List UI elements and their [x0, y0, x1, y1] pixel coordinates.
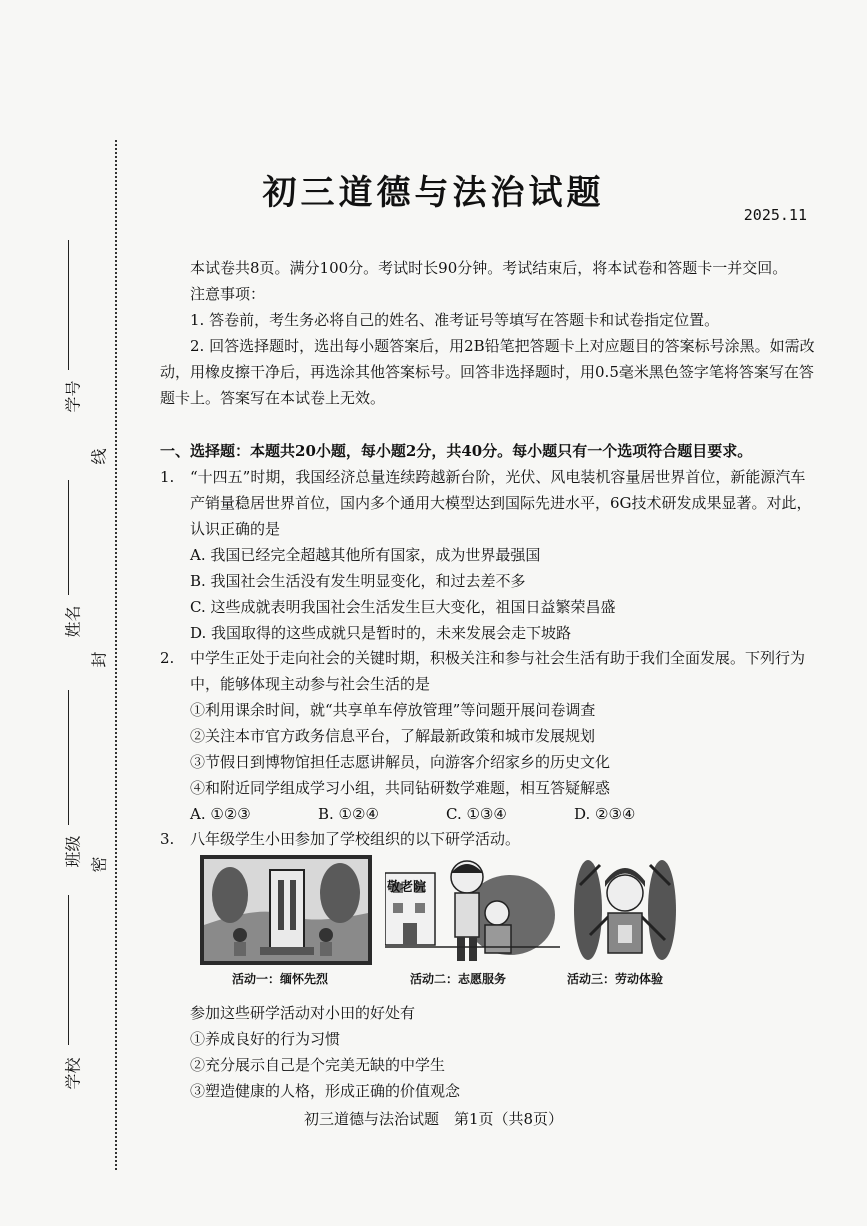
instructions: [160, 255, 820, 411]
nursing-home-sign: 敬老院: [387, 880, 427, 895]
activity-3-caption: 活动三：劳动体验: [567, 972, 664, 986]
illustration-memorial: [200, 855, 372, 965]
option-a[interactable]: A. ①②③: [190, 805, 251, 823]
student-id-field-line[interactable]: [68, 240, 69, 370]
option-d[interactable]: D. ②③④: [574, 805, 636, 823]
activity-2-caption: 活动二：志愿服务: [410, 972, 507, 986]
question-2: [160, 645, 820, 827]
question-stem: 中学生正处于走向社会的关键时期，积极关注和参与社会生活有助于我们全面发展。下列行为中，能够体现主动参与社会生活的是: [190, 649, 806, 693]
page-title: 初三道德与法治试题: [262, 173, 605, 213]
question-stem: 八年级学生小田参加了学校组织的以下研学活动。: [190, 830, 521, 848]
question-number: 2.: [160, 649, 175, 667]
question-prompt: 参加这些研学活动对小田的好处有: [190, 1004, 416, 1022]
statement-4: ④和附近同学组成学习小组，共同钻研数学难题，相互答疑解惑: [190, 779, 611, 797]
student-id-label: 学号: [63, 380, 83, 413]
activity-1-caption: 活动一：缅怀先烈: [232, 972, 329, 986]
school-label: 学校: [63, 1057, 83, 1090]
option-d[interactable]: D. 我国取得的这些成就只是暂时的，未来发展会走下坡路: [190, 624, 572, 642]
question-number: 3.: [160, 830, 175, 848]
binding-mark-secret: 密: [89, 856, 109, 873]
binding-dashed-line: [115, 140, 117, 1170]
statement-3: ③塑造健康的人格，形成正确的价值观念: [190, 1082, 461, 1100]
notice-item-1: 1. 答卷前，考生务必将自己的姓名、准考证号等填写在答题卡和试卷指定位置。: [190, 311, 720, 329]
school-field-line[interactable]: [68, 895, 69, 1045]
option-c[interactable]: C. ①③④: [446, 805, 507, 823]
answer-options: [190, 801, 820, 827]
question-number: 1.: [160, 468, 175, 486]
illustration-labor: [570, 855, 680, 965]
option-a[interactable]: A. 我国已经完全超越其他所有国家，成为世界最强国: [190, 546, 541, 564]
statement-3: ③节假日到博物馆担任志愿讲解员，向游客介绍家乡的历史文化: [190, 753, 611, 771]
statement-1: ①利用课余时间，就“共享单车停放管理”等问题开展问卷调查: [190, 701, 596, 719]
option-b[interactable]: B. ①②④: [318, 805, 379, 823]
instructions-line: 本试卷共8页。满分100分。考试时长90分钟。考试结束后，将本试卷和答题卡一并交回。: [190, 259, 788, 277]
option-c[interactable]: C. 这些成就表明我国社会生活发生巨大变化，祖国日益繁荣昌盛: [190, 598, 616, 616]
class-label: 班级: [63, 835, 83, 868]
question-3-continued: [160, 1000, 820, 1104]
binding-mark-line: 线: [89, 448, 109, 465]
question-stem: “十四五”时期，我国经济总量连续跨越新台阶，光伏、风电装机容量居世界首位，新能源汽车产销量稳居世界首位，国内多个通用大模型达到国际先进水平，6G技术研发成果显著。对此，认识正确的是: [190, 468, 812, 538]
question-3: [160, 826, 820, 852]
exam-date: 2025.11: [743, 206, 807, 224]
illustration-volunteer: [385, 855, 560, 965]
statement-2: ②关注本市官方政务信息平台，了解最新政策和城市发展规划: [190, 727, 596, 745]
binding-mark-seal: 封: [89, 651, 109, 668]
page-footer: 初三道德与法治试题 第1页（共8页）: [303, 1110, 564, 1128]
class-field-line[interactable]: [68, 690, 69, 825]
section-heading: 一、选择题：本题共20小题，每小题2分，共40分。每小题只有一个选项符合题目要求。: [160, 442, 753, 460]
option-b[interactable]: B. 我国社会生活没有发生明显变化，和过去差不多: [190, 572, 526, 590]
name-label: 姓名: [63, 605, 83, 638]
name-field-line[interactable]: [68, 480, 69, 595]
notice-item-2: 2. 回答选择题时，选出每小题答案后，用2B铅笔把答题卡上对应题目的答案标号涂黑。如需改动，用橡皮擦干净后，再选涂其他答案标号。回答非选择题时，用0.5毫米黑色签字笔将答案写在答题卡上。答案写在本试卷上无效。: [160, 337, 815, 407]
notice-title: 注意事项：: [190, 285, 266, 303]
statement-2: ②充分展示自己是个完美无缺的中学生: [190, 1056, 446, 1074]
question-1: [160, 464, 820, 646]
statement-1: ①养成良好的行为习惯: [190, 1030, 341, 1048]
